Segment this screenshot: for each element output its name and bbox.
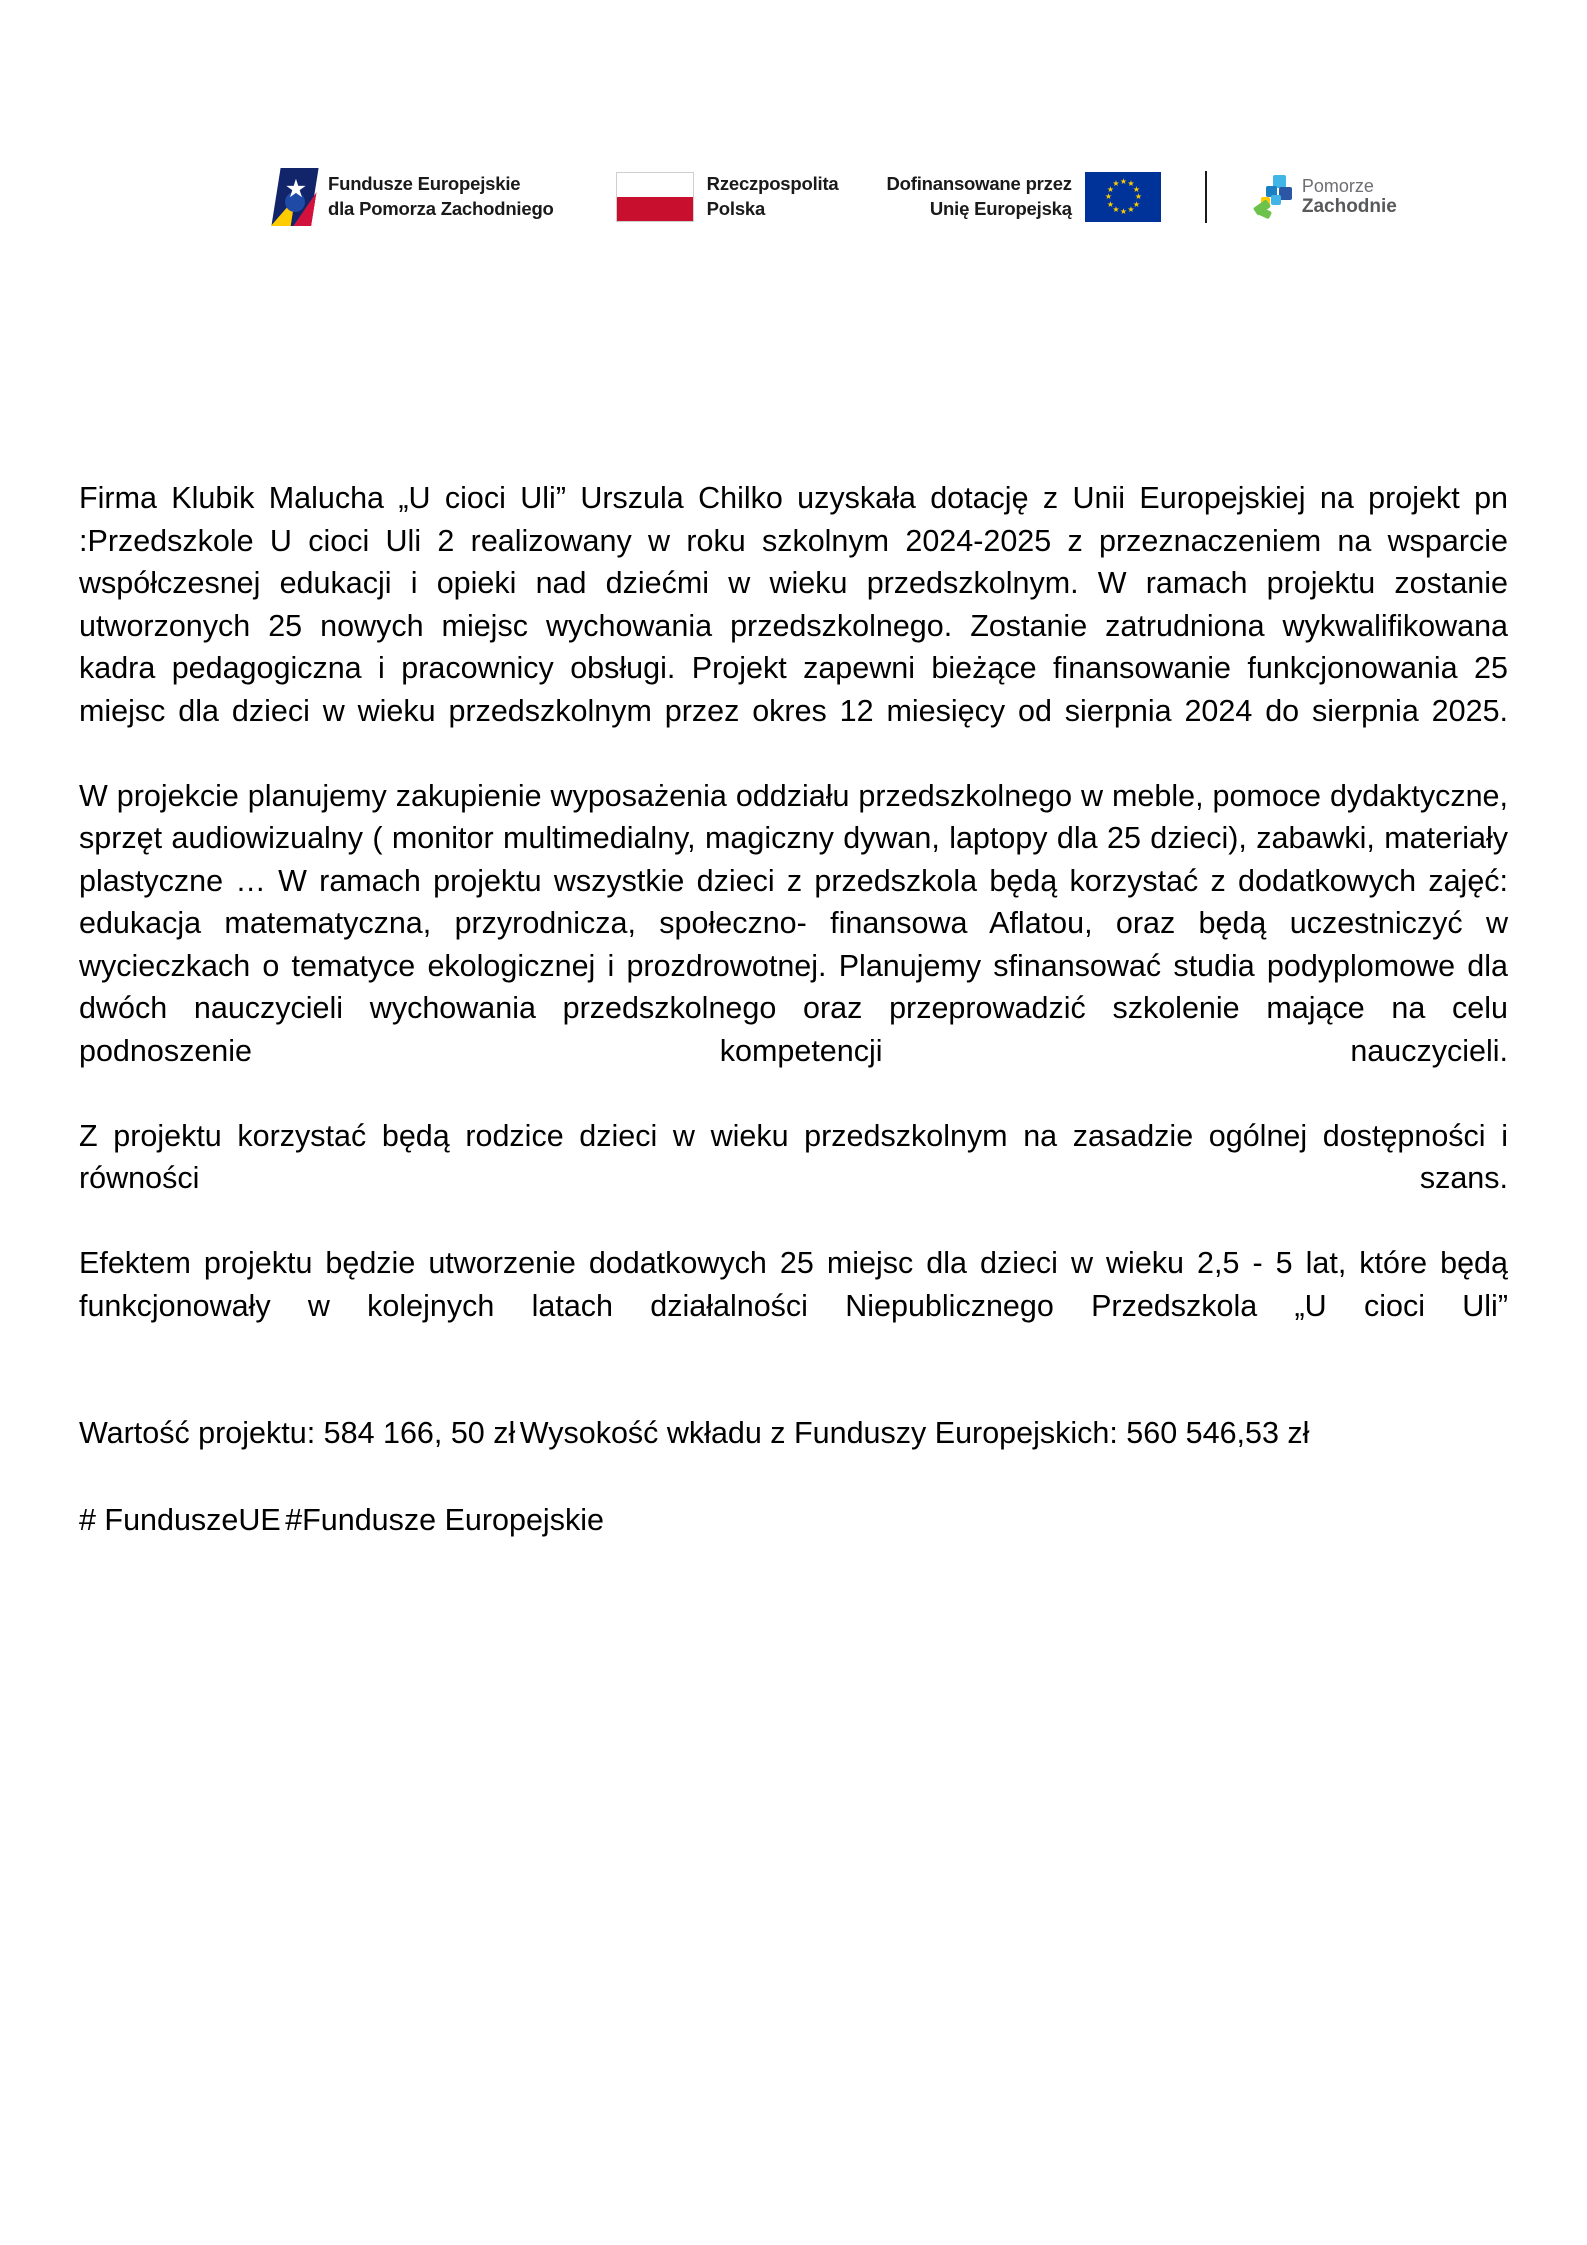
paragraph-project-intro: Firma Klubik Malucha „U cioci Uli” Urszula Chilko uzyskała dotację z Unii Europejskiej na projekt pn :Przedszkole U cioci Uli 2 realizowany w roku szkolnym 2024-2025 z przeznaczeniem na wsparcie współczesnej edukacji i opieki nad dziećmi w wieku przedszkolnym. W ramach projektu zostanie utworzonych 25 nowych miejsc wychowania przedszkolnego. Zostanie zatrudniona wykwalifikowana kadra pedagogiczna i pracownicy obsługi. Projekt zapewni bieżące finansowanie funkcjonowania 25 miejsc dla dzieci w wieku przedszkolnym przez okres 12 miesięcy od sierpnia 2024 do sierpnia 2025. bbox=[79, 481, 1508, 728]
paragraph-project-plan: W projekcie planujemy zakupienie wyposażenia oddziału przedszkolnego w meble, pomoce dydaktyczne, sprzęt audiowizualny ( monitor multimedialny, magiczny dywan, laptopy dla 25 dzieci), zabawki, materiały plastyczne … W ramach projektu wszystkie dzieci z przedszkola będą korzystać z dodatkowych zajęć: edukacja matematyczna, przyrodnicza, społeczno- finansowa Aflatou, oraz będą uczestniczyć w wycieczkach o tematyce ekologicznej i prozdrowotnej. Planujemy sfinansować studia podyplomowe dla dwóch nauczycieli wychowania przedszkolnego oraz przeprowadzić szkolenie mające na celu podnoszenie kompetencji nauczycieli. bbox=[79, 778, 1508, 1068]
pl-line-1: Rzeczpospolita bbox=[706, 173, 839, 195]
fe-line-1: Fundusze Europejskie bbox=[328, 173, 521, 195]
eu-flag-star: ★ bbox=[1112, 204, 1120, 214]
document-body bbox=[79, 477, 1508, 1541]
project-value-line: Wartość projektu: 584 166, 50 zł bbox=[79, 1416, 516, 1450]
pz-mark-shape bbox=[1257, 207, 1272, 220]
fe-line-2: dla Pomorza Zachodniego bbox=[328, 198, 554, 219]
european-union-label bbox=[887, 172, 1072, 221]
paragraph-project-effect: Efektem projektu będzie utworzenie dodatkowych 25 miejsc dla dzieci w wieku 2,5 - 5 lat, które będą funkcjonowały w kolejnych latach działalności Niepublicznego Przedszkola „U cioci Uli” bbox=[79, 1246, 1508, 1323]
eu-flag-star: ★ bbox=[1106, 199, 1115, 209]
blank-line-1 bbox=[79, 1370, 1508, 1413]
pz-mark-shape bbox=[1271, 195, 1281, 205]
hashtag-fundusze-europejskie: #Fundusze Europejskie bbox=[285, 1502, 604, 1537]
paragraph-beneficiaries: Z projektu korzystać będą rodzice dzieci w wieku przedszkolnym na zasadzie ogólnej dostępności i równości szans. bbox=[79, 1118, 1508, 1195]
eu-flag-star: ★ bbox=[1119, 207, 1128, 216]
eu-flag-star: ★ bbox=[1127, 204, 1135, 214]
fundusze-europejskie-label bbox=[328, 172, 554, 221]
eu-line-1: Dofinansowane przez bbox=[886, 173, 1072, 195]
eu-flag-star: ★ bbox=[1112, 179, 1120, 188]
eu-flag-star: ★ bbox=[1106, 184, 1115, 194]
eu-flag-star: ★ bbox=[1119, 177, 1128, 186]
logo-european-union bbox=[887, 158, 1161, 236]
eu-contribution-line: Wysokość wkładu z Funduszy Europejskich: 560 546,53 zł bbox=[519, 1416, 1310, 1450]
logo-fundusze-europejskie bbox=[268, 158, 554, 236]
pl-line-2: Polska bbox=[706, 198, 766, 219]
logo-pomorze-zachodnie bbox=[1249, 158, 1397, 236]
eu-funding-logo-bar bbox=[268, 158, 1397, 236]
eu-flag-star: ★ bbox=[1127, 179, 1135, 188]
fundusze-europejskie-emblem-icon: ★ bbox=[268, 168, 314, 226]
european-union-flag-icon bbox=[1085, 172, 1161, 222]
pz-line-2: Zachodnie bbox=[1301, 196, 1397, 218]
logo-rzeczpospolita-polska bbox=[616, 158, 839, 236]
pz-line-1: Pomorze bbox=[1301, 176, 1374, 197]
pomorze-zachodnie-mark-icon bbox=[1249, 173, 1293, 221]
rzeczpospolita-polska-label bbox=[707, 172, 839, 221]
eu-flag-star: ★ bbox=[1132, 199, 1141, 209]
eu-flag-star: ★ bbox=[1132, 184, 1141, 194]
eu-flag-star: ★ bbox=[1104, 192, 1113, 201]
poland-flag-icon bbox=[616, 172, 694, 222]
eu-flag-star: ★ bbox=[1134, 192, 1143, 201]
pomorze-zachodnie-label bbox=[1302, 176, 1397, 217]
blank-line-2 bbox=[79, 1455, 1508, 1499]
hashtag-funduszeue: # FunduszeUE bbox=[79, 1502, 281, 1537]
logo-divider bbox=[1205, 171, 1207, 223]
eu-line-2: Unię Europejską bbox=[929, 198, 1072, 219]
